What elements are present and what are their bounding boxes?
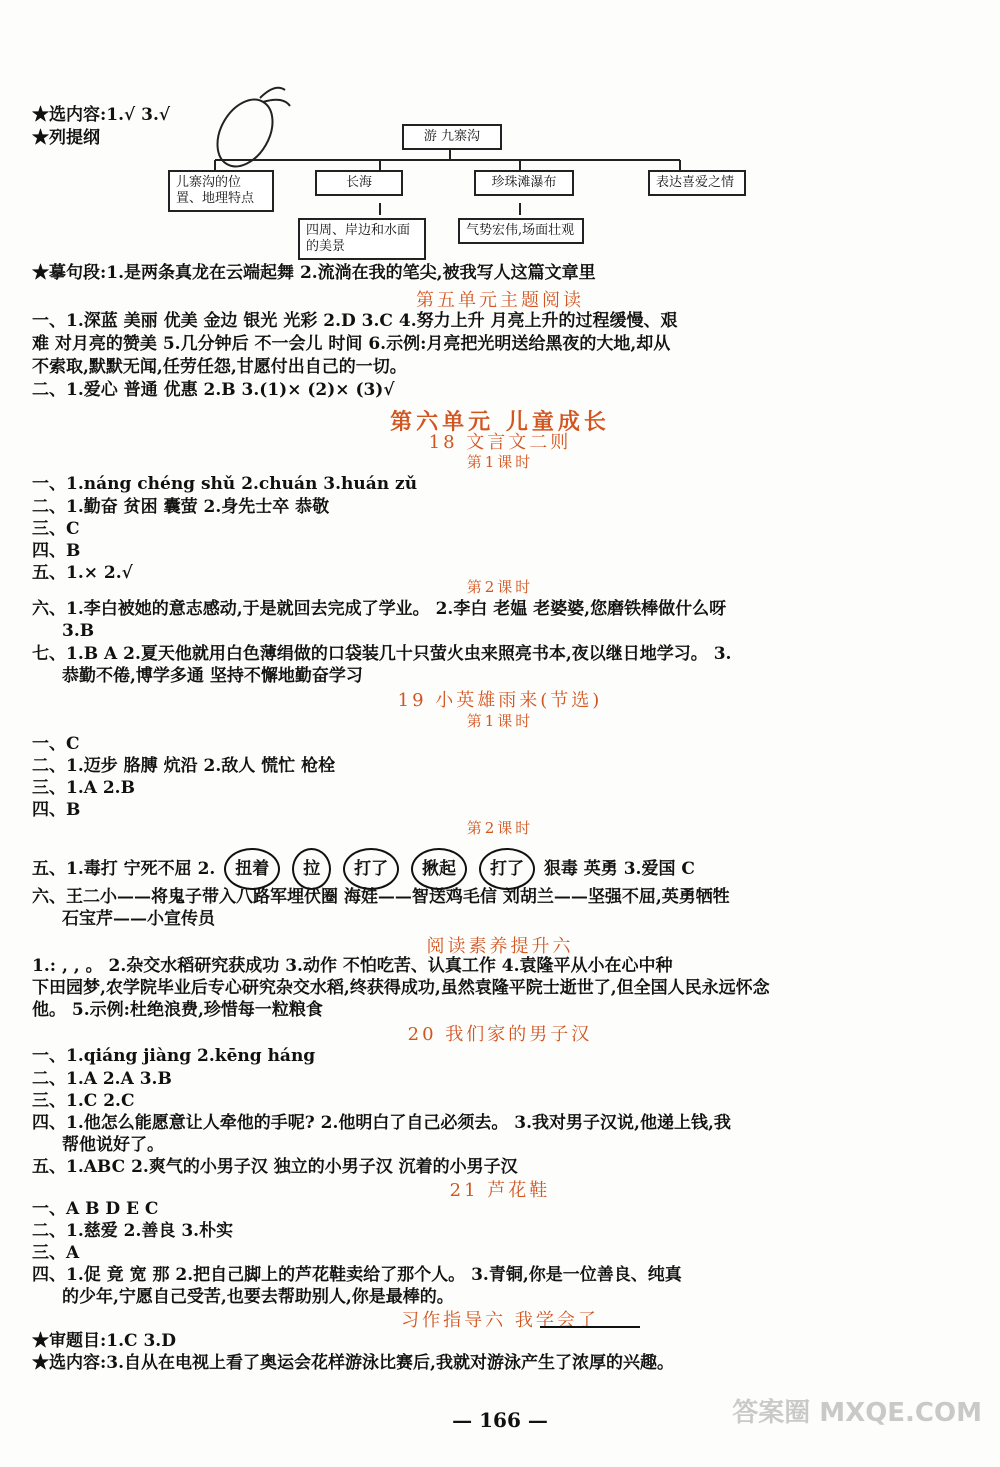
reading-title: 阅读素养提升六: [426, 936, 574, 957]
l20-line2: 二、1.A 2.A 3.B: [32, 1069, 172, 1089]
l18-line2: 二、1.勤奋 贫困 囊萤 2.身先士卒 恭敬: [32, 497, 330, 517]
l21-line4: 四、1.促 竟 宽 那 2.把自己脚上的芦花鞋卖给了那个人。 3.青铜,你是一位善良、纯真: [32, 1265, 682, 1285]
unit5-line3: 不索取,默默无闻,任劳任怨,甘愿付出自己的一切。: [32, 357, 407, 377]
outline-label: ★列提纲: [32, 128, 100, 148]
lesson21-title: 21 芦花鞋: [449, 1180, 551, 1201]
unit5-line2: 难 对月亮的赞美 5.几分钟后 不一会儿 时间 6.示例:月亮把光明送给黑夜的大地,却从: [32, 334, 671, 354]
circled-word: 拉: [292, 848, 331, 890]
lesson18-period1: 第1课时: [466, 453, 534, 471]
l21-line1: 一、A B D E C: [32, 1199, 159, 1219]
diagram-node-pearl-falls: 珍珠滩瀑布: [474, 170, 574, 196]
circled-word: 揪起: [411, 848, 467, 890]
l20-line5: 帮他说好了。: [62, 1135, 164, 1155]
lesson19-title: 19 小英雄雨来(节选): [397, 690, 603, 711]
diagram-node-location: 儿寨沟的位置、地理特点: [168, 170, 274, 212]
title-blank-line: [540, 1326, 640, 1328]
reading-line3: 他。 5.示例:杜绝浪费,珍惜每一粒粮食: [32, 1000, 323, 1020]
unit5-line4: 二、1.爱心 普通 优惠 2.B 3.(1)× (2)× (3)√: [32, 380, 395, 400]
l18-line6: 六、1.李白被她的意志感动,于是就回去完成了学业。 2.李白 老媪 老婆婆,您磨铁棒做什么呀: [32, 599, 727, 619]
lesson19-period1: 第1课时: [466, 712, 534, 730]
page-number: — 166 —: [452, 1408, 548, 1432]
writing-line1: ★审题目:1.C 3.D: [32, 1331, 176, 1351]
lesson20-title: 20 我们家的男子汉: [407, 1024, 593, 1045]
select-content-line: ★选内容:1.√ 3.√: [32, 105, 171, 125]
lesson18-period2: 第2课时: [466, 578, 534, 596]
diagram-sub-grand: 气势宏伟,场面壮观: [458, 218, 584, 244]
sentence-line: ★摹句段:1.是两条真龙在云端起舞 2.流淌在我的笔尖,被我写人这篇文章里: [32, 263, 596, 283]
writing-title: 习作指导六 我学会了: [401, 1310, 599, 1331]
l18-line8: 七、1.B A 2.夏天他就用白色薄绢做的口袋装几十只萤火虫来照亮书本,夜以继日地学习。 3.: [32, 644, 732, 664]
unit5-line1: 一、1.深蓝 美丽 优美 金边 银光 光彩 2.D 3.C 4.努力上升 月亮上升的过程缓慢、艰: [32, 311, 678, 331]
l21-line3: 三、A: [32, 1243, 80, 1263]
watermark: 答案圈 MXQE.COM: [732, 1398, 982, 1428]
diagram-sub-scenery: 四周、岸边和水面的美景: [298, 218, 426, 260]
l19-line5-post: 狠毒 英勇 3.爱国 C: [543, 859, 695, 879]
l19-line5-pre: 五、1.毒打 宁死不屈 2.: [32, 859, 216, 879]
lesson19-period2: 第2课时: [466, 819, 534, 837]
l18-line5: 五、1.× 2.√: [32, 563, 133, 583]
l21-line5: 的少年,宁愿自己受苦,也要去帮助别人,你是最棒的。: [62, 1287, 454, 1307]
unit6-title: 第六单元 儿童成长: [390, 409, 610, 435]
circled-word: 打了: [343, 848, 399, 890]
circled-word: 打了: [479, 848, 535, 890]
l19-line2: 二、1.迈步 胳膊 炕沿 2.敌人 慌忙 枪栓: [32, 756, 336, 776]
writing-line2: ★选内容:3.自从在电视上看了奥运会花样游泳比赛后,我就对游泳产生了浓厚的兴趣。: [32, 1353, 674, 1373]
l19-line6: 六、王二小——将鬼子带入八路军埋伏圈 海娃——智送鸡毛信 刘胡兰——坚强不屈,英勇牺牲: [32, 887, 730, 907]
l18-line1: 一、1.náng chéng shǔ 2.chuán 3.huán zǔ: [32, 474, 418, 494]
circled-word: 扭着: [224, 848, 280, 890]
lesson18-title: 18 文言文二则: [428, 432, 572, 453]
l20-line1: 一、1.qiáng jiàng 2.kēng háng: [32, 1046, 316, 1066]
reading-line1: 1.: , , 。 2.杂交水稻研究获成功 3.动作 不怕吃苦、认真工作 4.袁隆平从小在心中种: [32, 956, 673, 976]
diagram-root: 游 九寨沟: [402, 124, 502, 150]
carrot-sticker-icon: [205, 78, 295, 173]
l19-line5: [32, 848, 695, 890]
l20-line6: 五、1.ABC 2.爽气的小男子汉 独立的小男子汉 沉着的小男子汉: [32, 1157, 518, 1177]
reading-line2: 下田园梦,农学院毕业后专心研究杂交水稻,终获得成功,虽然袁隆平院士逝世了,但全国人民永远怀念: [32, 978, 770, 998]
l19-line7: 石宝芹——小宣传员: [62, 909, 215, 929]
diagram-node-changhai: 长海: [315, 170, 403, 196]
l18-line3: 三、C: [32, 519, 80, 539]
l20-line4: 四、1.他怎么能愿意让人牵他的手呢? 2.他明白了自己必须去。 3.我对男子汉说,他递上钱,我: [32, 1113, 731, 1133]
l18-line7: 3.B: [62, 621, 95, 641]
l18-line9: 恭勤不倦,博学多通 坚持不懈地勤奋学习: [62, 666, 363, 686]
l19-line3: 三、1.A 2.B: [32, 778, 135, 798]
l19-line4: 四、B: [32, 800, 81, 820]
diagram-node-love: 表达喜爱之情: [648, 170, 746, 196]
l18-line4: 四、B: [32, 541, 81, 561]
l19-line1: 一、C: [32, 734, 80, 754]
l21-line2: 二、1.慈爱 2.善良 3.朴实: [32, 1221, 234, 1241]
unit5-title: 第五单元主题阅读: [416, 290, 584, 311]
l20-line3: 三、1.C 2.C: [32, 1091, 135, 1111]
